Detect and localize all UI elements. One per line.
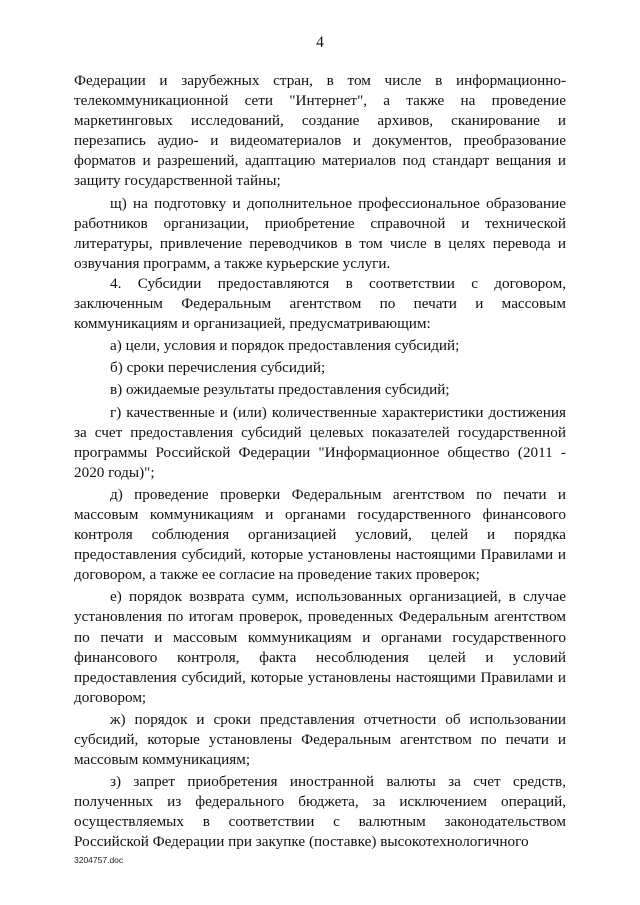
paragraph-section-4: 4. Субсидии предоставляются в соответствии с договором, заключенным Федеральным агентством по печати и массовым коммуникациям и организацией, предусматривающим: — [74, 274, 566, 333]
list-item-v: в) ожидаемые результаты предоставления субсидий; — [110, 381, 450, 399]
document-file-code: 3204757.doc — [74, 855, 124, 865]
list-item-e: е) порядок возврата сумм, использованных организацией, в случае установления по итогам проверок, проведенных Федеральным агентством по печати и массовым коммуникациям и органами государственного финансового контроля, факта несоблюдения целей и условий предоставления субсидий, которые установлены настоящими Правилами и договором; — [74, 588, 566, 706]
list-item-zh: ж) порядок и сроки представления отчетности об использовании субсидий, которые установлены Федеральным агентством по печати и массовым коммуникациям; — [74, 710, 566, 769]
list-item-z: з) запрет приобретения иностранной валюты за счет средств, полученных из федерального бюджета, за исключением операций, осуществляемых в соответствии с валютным законодательством Российской Федерации при закупке (поставке) высокотехнологичного — [74, 773, 566, 851]
list-item-b: б) сроки перечисления субсидий; — [110, 359, 326, 377]
list-item-a: а) цели, условия и порядок предоставления субсидий; — [110, 337, 460, 355]
list-item-g: г) качественные и (или) количественные характеристики достижения за счет предоставления субсидий целевых показателей государственной программы Российской Федерации "Информационное общество (2011 - 2020 годы)"; — [74, 403, 566, 481]
document-body — [74, 71, 566, 853]
paragraph-continuation: Федерации и зарубежных стран, в том числе в информационно-телекоммуникационной сети "Интернет", а также на проведение маркетинговых исследований, создание архивов, сканирование и перезапись аудио- и видеоматериалов и документов, преобразование форматов и разрешений, адаптацию материалов под стандарт вещания и защиту государственной тайны; — [74, 72, 566, 190]
paragraph-item-shch: щ) на подготовку и дополнительное профессиональное образование работников организации, приобретение справочной и технической литературы, привлечение переводчиков в том числе в целях перевода и озвучания программ, а также курьерские услуги. — [74, 194, 566, 272]
list-item-d: д) проведение проверки Федеральным агентством по печати и массовым коммуникациям и органами государственного финансового контроля соблюдения организацией условий, целей и порядка предоставления субсидий, которые установлены настоящими Правилами и договором, а также ее согласие на проведение таких проверок; — [74, 485, 566, 584]
page-number: 4 — [316, 34, 324, 51]
